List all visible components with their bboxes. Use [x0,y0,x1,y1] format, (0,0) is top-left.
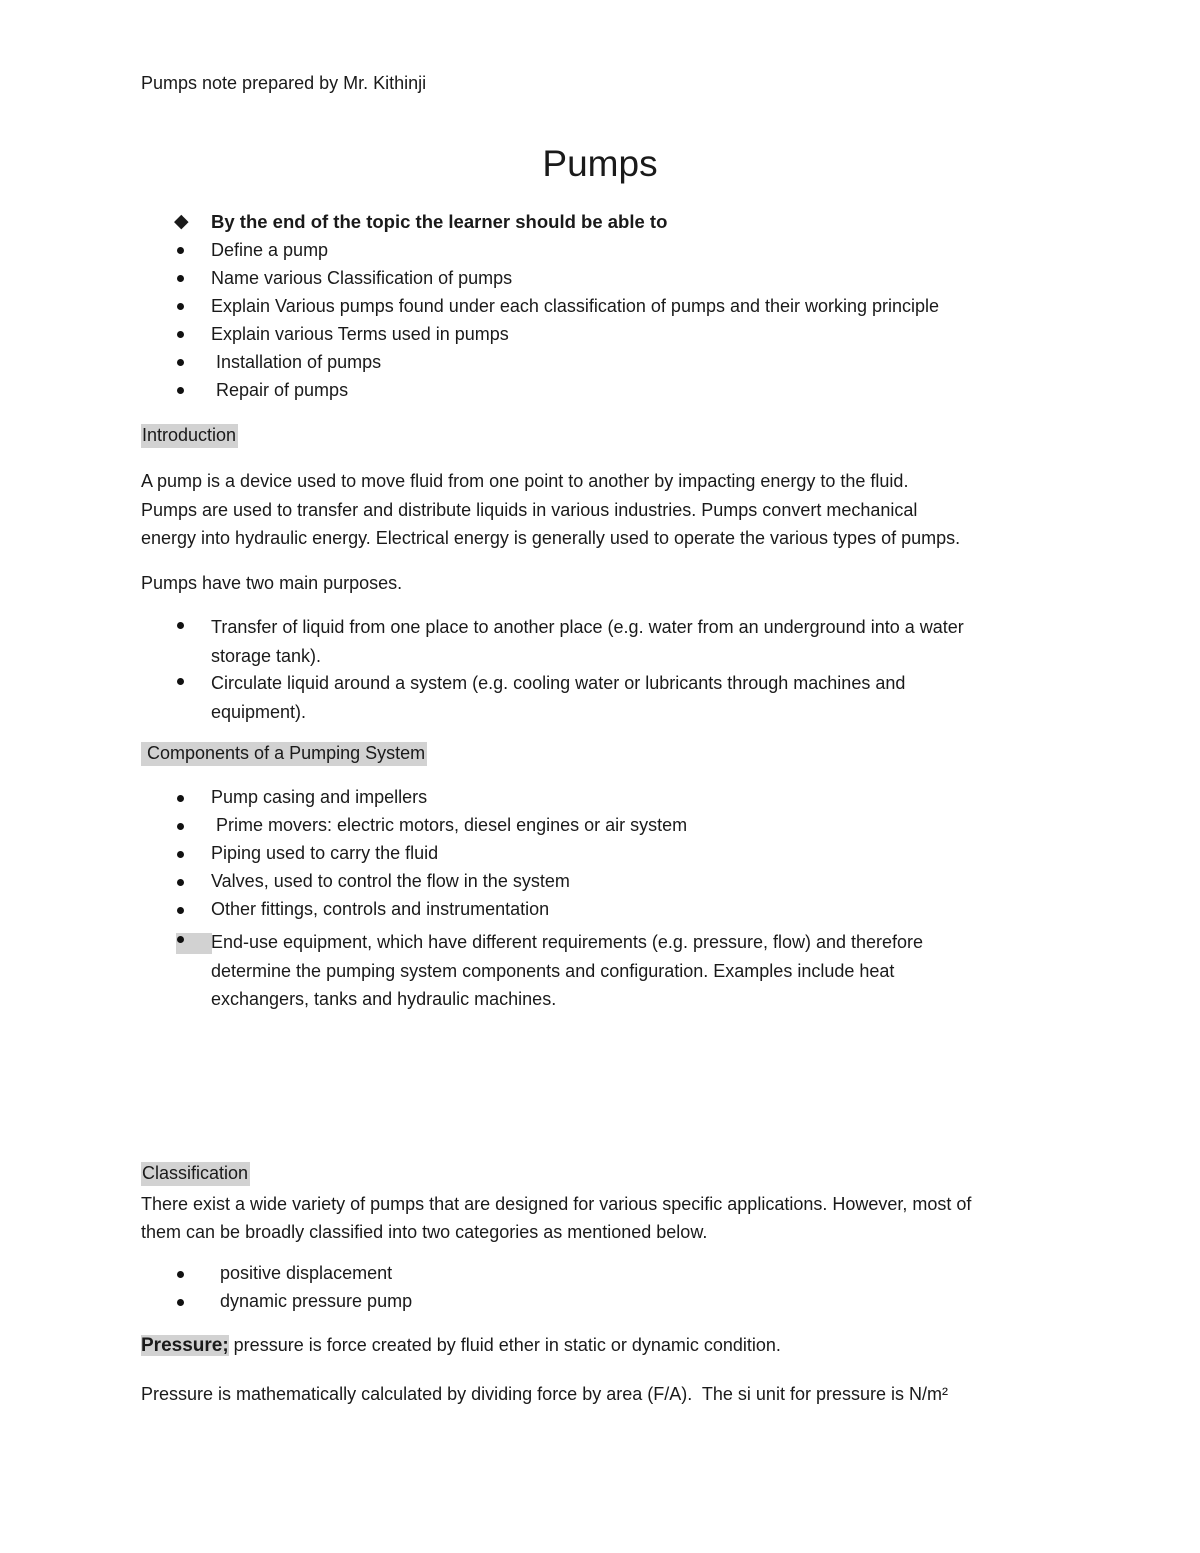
classification-heading: Classification [141,1162,250,1186]
purpose-item-line: storage tank). [211,646,322,666]
objective-item: Explain Various pumps found under each classification of pumps and their working principle [211,296,940,316]
pressure-formula-line: Pressure is mathematically calculated by dividing force by area (F/A). The si unit for pressure is N/m² [141,1384,948,1404]
introduction-paragraph-line: energy into hydraulic energy. Electrical energy is generally used to operate the various types of pumps. [141,528,961,548]
purpose-item-line: equipment). [211,702,307,722]
bullet-icon [175,877,187,889]
pressure-definition-text: pressure is force created by fluid ether in static or dynamic condition. [228,1335,781,1355]
purpose-item-line: Transfer of liquid from one place to another place (e.g. water from an underground into a water [211,617,964,637]
objective-item: Installation of pumps [211,352,382,372]
introduction-paragraph-line: Pumps are used to transfer and distribute liquids in various industries. Pumps convert mechanical [141,500,918,520]
bullet-icon [175,676,187,688]
classification-item: positive displacement [215,1263,393,1283]
component-item: Prime movers: electric motors, diesel engines or air system [211,815,688,835]
bullet-icon [175,905,187,917]
bullet-icon [175,1297,187,1309]
objectives-heading: By the end of the topic the learner should be able to [211,211,668,232]
diamond-bullet-icon: ◆ [174,211,189,232]
introduction-paragraph-line: A pump is a device used to move fluid from one point to another by impacting energy to the fluid. [141,471,909,491]
component-item: Piping used to carry the fluid [211,843,439,863]
bullet-icon [175,934,187,946]
document-title: Pumps [542,143,658,184]
bullet-icon [175,793,187,805]
objective-item: Repair of pumps [211,380,349,400]
pressure-term: Pressure; [141,1335,229,1356]
bullet-icon [175,385,187,397]
page-header: Pumps note prepared by Mr. Kithinji [141,73,427,93]
bullet-icon [175,329,187,341]
purposes-intro: Pumps have two main purposes. [141,573,403,593]
component-item-line: End-use equipment, which have different requirements (e.g. pressure, flow) and therefore [211,932,924,952]
objective-item: Explain various Terms used in pumps [211,324,509,344]
purpose-item-line: Circulate liquid around a system (e.g. cooling water or lubricants through machines and [211,673,906,693]
bullet-icon [175,245,187,257]
pressure-definition [141,1335,781,1357]
objective-item: Name various Classification of pumps [211,268,513,288]
component-item: Other fittings, controls and instrumentation [211,899,550,919]
bullet-icon [175,301,187,313]
component-item-line: exchangers, tanks and hydraulic machines. [211,989,557,1009]
components-heading: Components of a Pumping System [141,742,427,766]
classification-item: dynamic pressure pump [215,1291,413,1311]
component-item: Pump casing and impellers [211,787,428,807]
bullet-icon [175,273,187,285]
objective-item: Define a pump [211,240,329,260]
introduction-heading: Introduction [141,424,238,448]
component-item: Valves, used to control the flow in the system [211,871,570,891]
component-item-line: determine the pumping system components and configuration. Examples include heat [211,961,895,981]
classification-paragraph-line: There exist a wide variety of pumps that are designed for various specific applications. However, most of [141,1194,972,1214]
bullet-icon [175,357,187,369]
bullet-icon [175,620,187,632]
bullet-icon [175,821,187,833]
bullet-icon [175,849,187,861]
classification-paragraph-line: them can be broadly classified into two categories as mentioned below. [141,1222,708,1242]
bullet-icon [175,1269,187,1281]
